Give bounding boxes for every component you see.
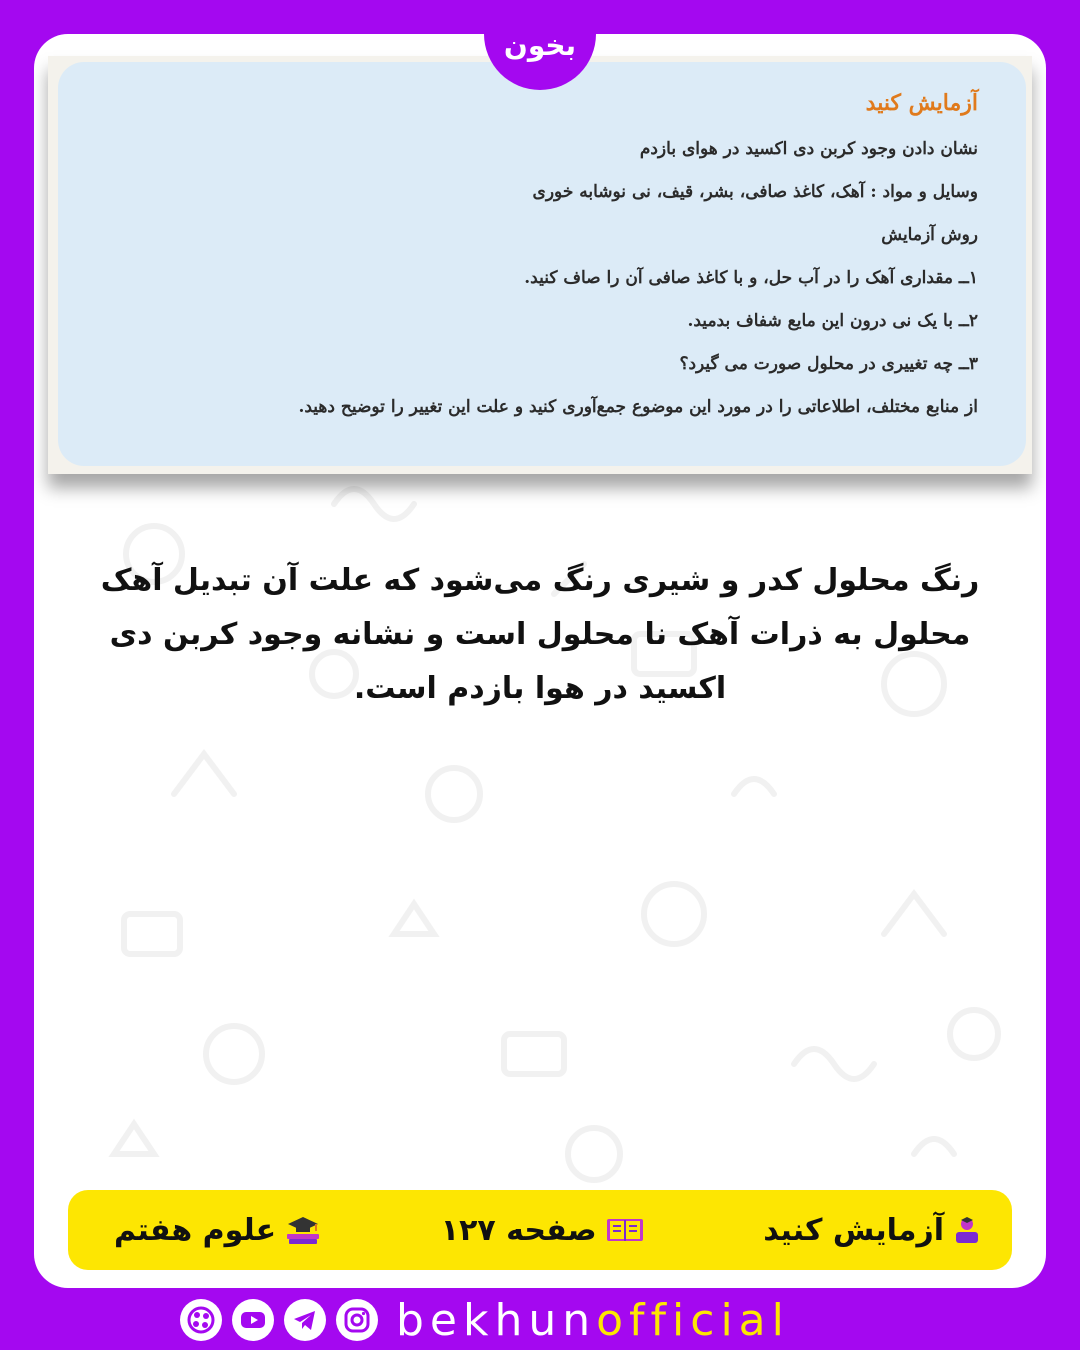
info-bar: [68, 1190, 1012, 1270]
textbook-box: [58, 62, 1026, 466]
youtube-icon: [238, 1305, 268, 1335]
instagram-icon: [342, 1305, 372, 1335]
youtube-link[interactable]: [232, 1299, 274, 1341]
telegram-link[interactable]: [284, 1299, 326, 1341]
textbook-excerpt: [48, 56, 1032, 474]
student-icon: [952, 1215, 982, 1245]
logo-label: بخون: [503, 28, 577, 62]
instagram-link[interactable]: [336, 1299, 378, 1341]
textbook-line: وسایل و مواد : آهک، کاغذ صافی، بشر، قیف، نی نوشابه خوری: [532, 182, 978, 202]
textbook-line: ۳ــ چه تغییری در محلول صورت می گیرد؟: [679, 354, 978, 374]
brand-handle-part2: official: [596, 1294, 790, 1346]
info-subject: [114, 1213, 322, 1248]
info-page: [441, 1213, 645, 1248]
textbook-title: آزمایش کنید: [865, 90, 978, 116]
textbook-line: نشان دادن وجود کربن دی اکسید در هوای بازدم: [639, 139, 978, 159]
info-subject-label: علوم هفتم: [114, 1212, 277, 1248]
info-section-label: آزمایش کنید: [763, 1212, 944, 1248]
textbook-line: از منابع مختلف، اطلاعاتی را در مورد این موضوع جمع‌آوری کنید و علت این تغییر را توضیح دهید.: [298, 397, 978, 417]
brand-handle-part1: bekhun: [396, 1294, 597, 1346]
aparat-icon: [186, 1305, 216, 1335]
textbook-line: روش آزمایش: [881, 225, 978, 245]
graduation-books-icon: [284, 1214, 322, 1246]
textbook-line: ۱ــ مقداری آهک را در آب حل، و با کاغذ صافی آن را صاف کنید.: [524, 268, 978, 288]
info-page-label: صفحه ۱۲۷: [440, 1212, 597, 1248]
brand-handle: [396, 1295, 790, 1346]
content-card: [34, 34, 1046, 1288]
telegram-icon: [290, 1305, 320, 1335]
footer-social-bar: [180, 1294, 900, 1346]
aparat-link[interactable]: [180, 1299, 222, 1341]
book-icon: [605, 1215, 645, 1245]
answer-text: رنگ محلول کدر و شیری رنگ می‌شود که علت آن تبدیل آهک محلول به ذرات آهک نا محلول است و نشانه وجود کربن دی اکسید در هوا بازدم است.: [100, 563, 980, 706]
info-section: [763, 1213, 982, 1248]
textbook-line: ۲ــ با یک نی درون این مایع شفاف بدمید.: [687, 311, 978, 331]
